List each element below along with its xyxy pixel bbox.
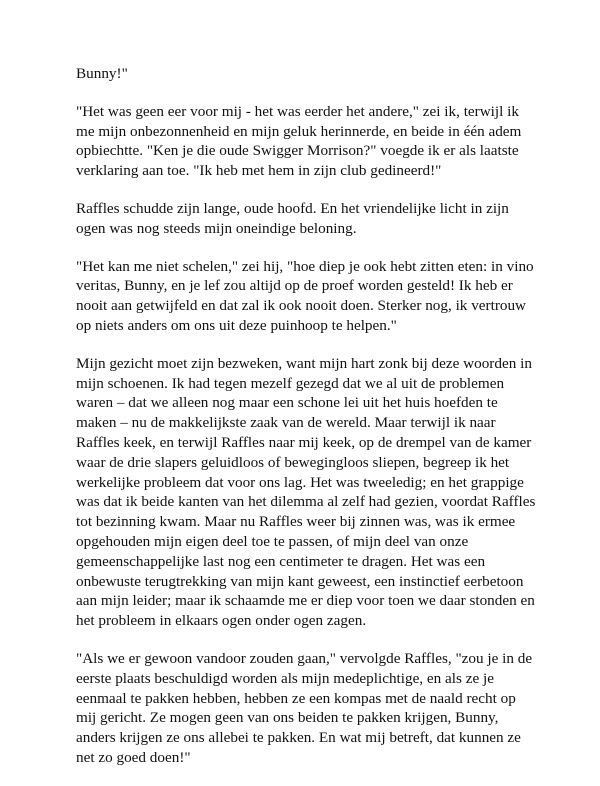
- text-line: anders krijgen ze ons allebei te pakken. En wat mij betreft, dat kunnen ze: [76, 729, 521, 747]
- text-line: nooit aan getwijfeld en dat zal ik ook nooit doen. Sterker nog, ik vertrouw: [76, 297, 527, 315]
- text-line: mij gericht. Ze mogen geen van ons beiden te pakken krijgen, Bunny,: [76, 709, 499, 727]
- text-line: Raffles keek, en terwijl Raffles naar mij keek, op de drempel van de kamer: [76, 433, 532, 451]
- text-line: opgehouden mijn eigen deel toe te passen, of mijn deel van onze: [76, 532, 469, 550]
- text-line: was dat ik beide kanten van het dilemma al zelf had gezien, voordat Raffles: [76, 493, 536, 511]
- paragraph: [76, 199, 536, 239]
- text-line: opbiechtte. "Ken je die oude Swigger Morrison?" voegde ik er als laatste: [76, 142, 519, 160]
- text-line: "Het kan me niet schelen," zei hij, "hoe diep je ook hebt zitten eten: in vino: [76, 257, 534, 275]
- text-line: me mijn onbezonnenheid en mijn geluk herinnerde, en beide in één adem: [76, 122, 522, 140]
- text-line: aan mijn leider; maar ik schaamde me er diep voor toen we daar stonden en: [76, 592, 535, 610]
- text-line: "Als we er gewoon vandoor zouden gaan," vervolgde Raffles, "zou je in de: [76, 649, 533, 667]
- text-line: eerste plaats beschuldigd worden als mijn medeplichtige, en als ze je: [76, 669, 494, 687]
- text-line: Raffles schudde zijn lange, oude hoofd. En het vriendelijke licht in zijn: [76, 199, 509, 217]
- text-line: gemeenschappelijke last nog een centimeter te dragen. Het was een: [76, 552, 486, 570]
- paragraph: [76, 354, 536, 631]
- text-line: op niets anders om ons uit deze puinhoop te helpen.": [76, 316, 397, 334]
- text-line: waar de drie slapers geluidloos of bewegingloos sliepen, begreep ik het: [76, 453, 510, 471]
- text-line: tot bezinning kwam. Maar nu Raffles weer bij zinnen was, was ik ermee: [76, 513, 516, 531]
- text-line: het probleem in elkaars ogen onder ogen zagen.: [76, 612, 367, 630]
- text-line: onbewuste terugtrekking van mijn kant geweest, een instinctief eerbetoon: [76, 572, 524, 590]
- text-line: Mijn gezicht moet zijn bezweken, want mijn hart zonk bij deze woorden in: [76, 354, 532, 372]
- text-line: maken – nu de makkelijkste zaak van de wereld. Maar terwijl ik naar: [76, 414, 496, 432]
- text-line: verklaring aan toe. "Ik heb met hem in zijn club gedineerd!": [76, 162, 442, 180]
- paragraph: [76, 649, 536, 768]
- text-line: werkelijke probleem dat voor ons lag. Het was tweeledig; en het grappige: [76, 473, 524, 491]
- text-line: "Het was geen eer voor mij - het was eerder het andere," zei ik, terwijl ik: [76, 102, 519, 120]
- text-line: waren – dat we alleen nog maar een schone lei uit het huis hoefden te: [76, 394, 498, 412]
- paragraph: [76, 64, 536, 84]
- text-line: Bunny!": [76, 65, 128, 82]
- text-line: veritas, Bunny, en je lef zou altijd op de proef worden gesteld! Ik heb er: [76, 277, 513, 295]
- text-line: net zo goed doen!": [76, 748, 191, 766]
- paragraph: [76, 257, 536, 336]
- paragraph: [76, 102, 536, 181]
- text-line: eenmaal te pakken hebben, hebben ze een kompas met de naald recht op: [76, 689, 516, 707]
- body-text: [76, 64, 536, 786]
- text-line: mijn schoenen. Ik had tegen mezelf gezegd dat we al uit de problemen: [76, 374, 505, 392]
- text-line: ogen was nog steeds mijn oneindige beloning.: [76, 219, 357, 237]
